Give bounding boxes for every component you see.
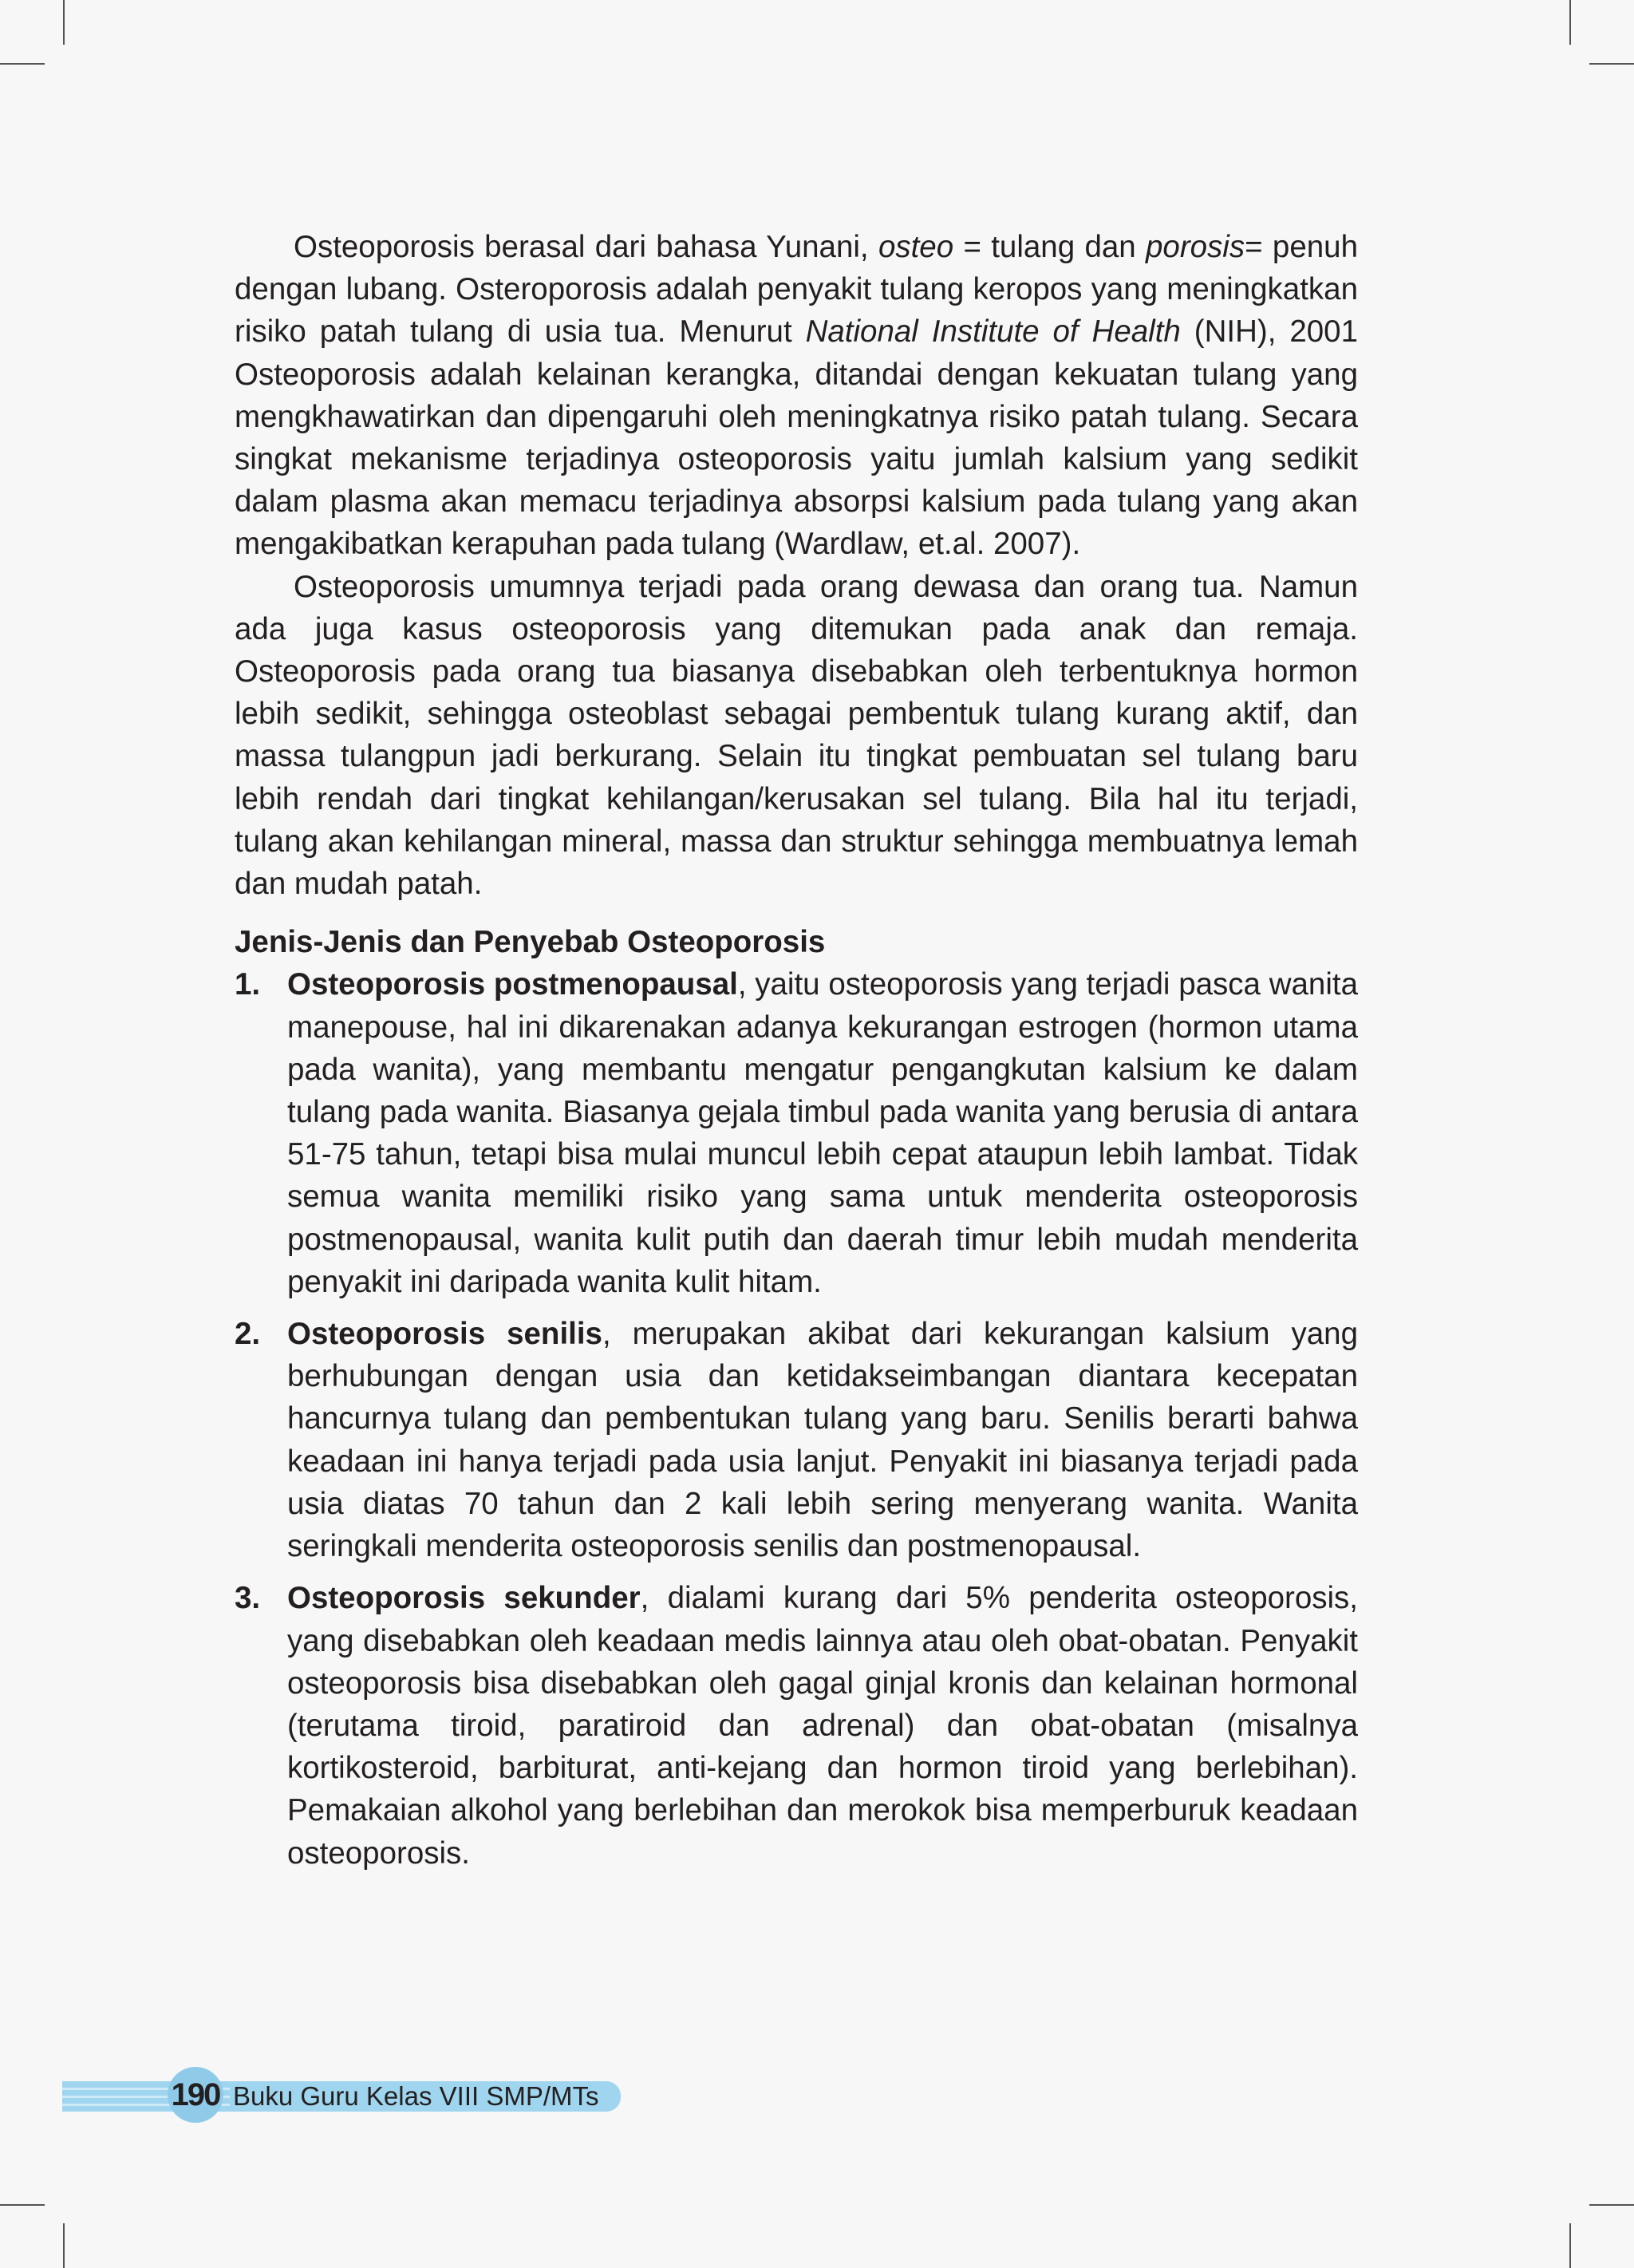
intro-paragraph xyxy=(235,226,1358,566)
list-item-number: 3. xyxy=(235,1581,261,1616)
intro-section xyxy=(235,226,1358,905)
list-item-number: 2. xyxy=(235,1317,261,1352)
list-item xyxy=(235,1313,1358,1567)
text-segment: (NIH), 2001 Osteoporosis adalah kelainan kerangka, ditandai dengan kekuatan tulang yang mengkhawatirkan dan dipengaruhi oleh meningkatnya risiko patah tulang. Secara singkat mekanisme terjadinya osteoporosis yaitu jumlah kalsium yang sedikit dalam plasma akan memacu terjadinya absorpsi kalsium pada tulang yang akan mengakibatkan kerapuhan pada tulang (Wardlaw, et.al. 2007). xyxy=(235,314,1358,562)
book-title: Buku Guru Kelas VIII SMP/MTs xyxy=(233,2081,599,2111)
crop-mark xyxy=(1569,0,1571,45)
list-item-text: , dialami kurang dari 5% penderita osteoporosis, yang disebabkan oleh keadaan medis lainnya atau oleh obat-obatan. Penyakit osteoporosis bisa disebabkan oleh gagal ginjal kronis dan kelainan hormonal (terutama tiroid, paratiroid dan adrenal) dan obat-obatan (misalnya kortikosteroid, barbiturat, anti-kejang dan hormon tiroid yang berlebihan). Pemakaian alkohol yang berlebihan dan merokok bisa memperburuk keadaan osteoporosis. xyxy=(287,1581,1359,1871)
list-item-term: Osteoporosis postmenopausal xyxy=(287,967,738,1002)
text-segment: = penuh dengan lubang. Osteroporosis adalah penyakit tulang keropos yang meningkatkan risiko patah tulang di usia tua. Menurut xyxy=(235,230,1358,350)
list-item-term: Osteoporosis sekunder xyxy=(287,1581,641,1616)
crop-mark xyxy=(0,63,45,65)
text-segment: = tulang dan xyxy=(953,230,1146,264)
text-segment: Osteoporosis umumnya terjadi pada orang dewasa dan orang tua. Namun ada juga kasus osteoporosis yang ditemukan pada anak dan remaja. Osteoporosis pada orang tua biasanya disebabkan oleh terbentuknya hormon lebih sedikit, sehingga osteoblast sebagai pembentuk tulang kurang aktif, dan massa tulangpun jadi berkurang. Selain itu tingkat pembuatan sel tulang baru lebih rendah dari tingkat kehilangan/kerusakan sel tulang. Bila hal itu terjadi, tulang akan kehilangan mineral, massa dan struktur sehingga membuatnya lemah dan mudah patah. xyxy=(235,569,1358,902)
list-item-text: , merupakan akibat dari kekurangan kalsium yang berhubungan dengan usia dan ketidakseimbangan diantara kecepatan hancurnya tulang dan pembentukan tulang yang baru. Senilis berarti bahwa keadaan ini hanya terjadi pada usia lanjut. Penyakit ini biasanya terjadi pada usia diatas 70 tahun dan 2 kali lebih sering menyerang wanita. Wanita seringkali menderita osteoporosis senilis dan postmenopausal. xyxy=(287,1317,1358,1564)
list-item xyxy=(235,1577,1358,1874)
crop-mark xyxy=(63,0,65,45)
text-segment: Osteoporosis berasal dari bahasa Yunani, xyxy=(294,230,878,264)
text-segment-italic: National Institute of Health xyxy=(805,314,1181,350)
crop-mark xyxy=(63,2223,65,2268)
page-number: 190 xyxy=(171,2077,220,2112)
page-content xyxy=(235,226,1358,1875)
page-footer xyxy=(62,2067,621,2123)
crop-mark xyxy=(1589,63,1634,65)
intro-paragraph xyxy=(235,566,1358,906)
list-item xyxy=(235,963,1358,1303)
list-item-term: Osteoporosis senilis xyxy=(287,1317,602,1352)
list-item-text: , yaitu osteoporosis yang terjadi pasca wanita manepouse, hal ini dikarenakan adanya kekurangan estrogen (hormon utama pada wanita), yang membantu mengatur pengangkutan kalsium ke dalam tulang pada wanita. Biasanya gejala timbul pada wanita yang berusia di antara 51-75 tahun, tetapi bisa mulai muncul lebih cepat ataupun lebih lambat. Tidak semua wanita memiliki risiko yang sama untuk menderita osteoporosis postmenopausal, wanita kulit putih dan daerah timur lebih mudah menderita penyakit ini daripada wanita kulit hitam. xyxy=(287,967,1358,1299)
list-item-number: 1. xyxy=(235,967,261,1002)
crop-mark xyxy=(0,2204,45,2206)
text-segment-italic: porosis xyxy=(1146,230,1245,264)
section-heading: Jenis-Jenis dan Penyebab Osteoporosis xyxy=(235,925,826,960)
crop-mark xyxy=(1589,2204,1634,2206)
crop-mark xyxy=(1569,2223,1571,2268)
osteoporosis-types-list xyxy=(235,963,1358,1874)
text-segment-italic: osteo xyxy=(878,230,954,264)
